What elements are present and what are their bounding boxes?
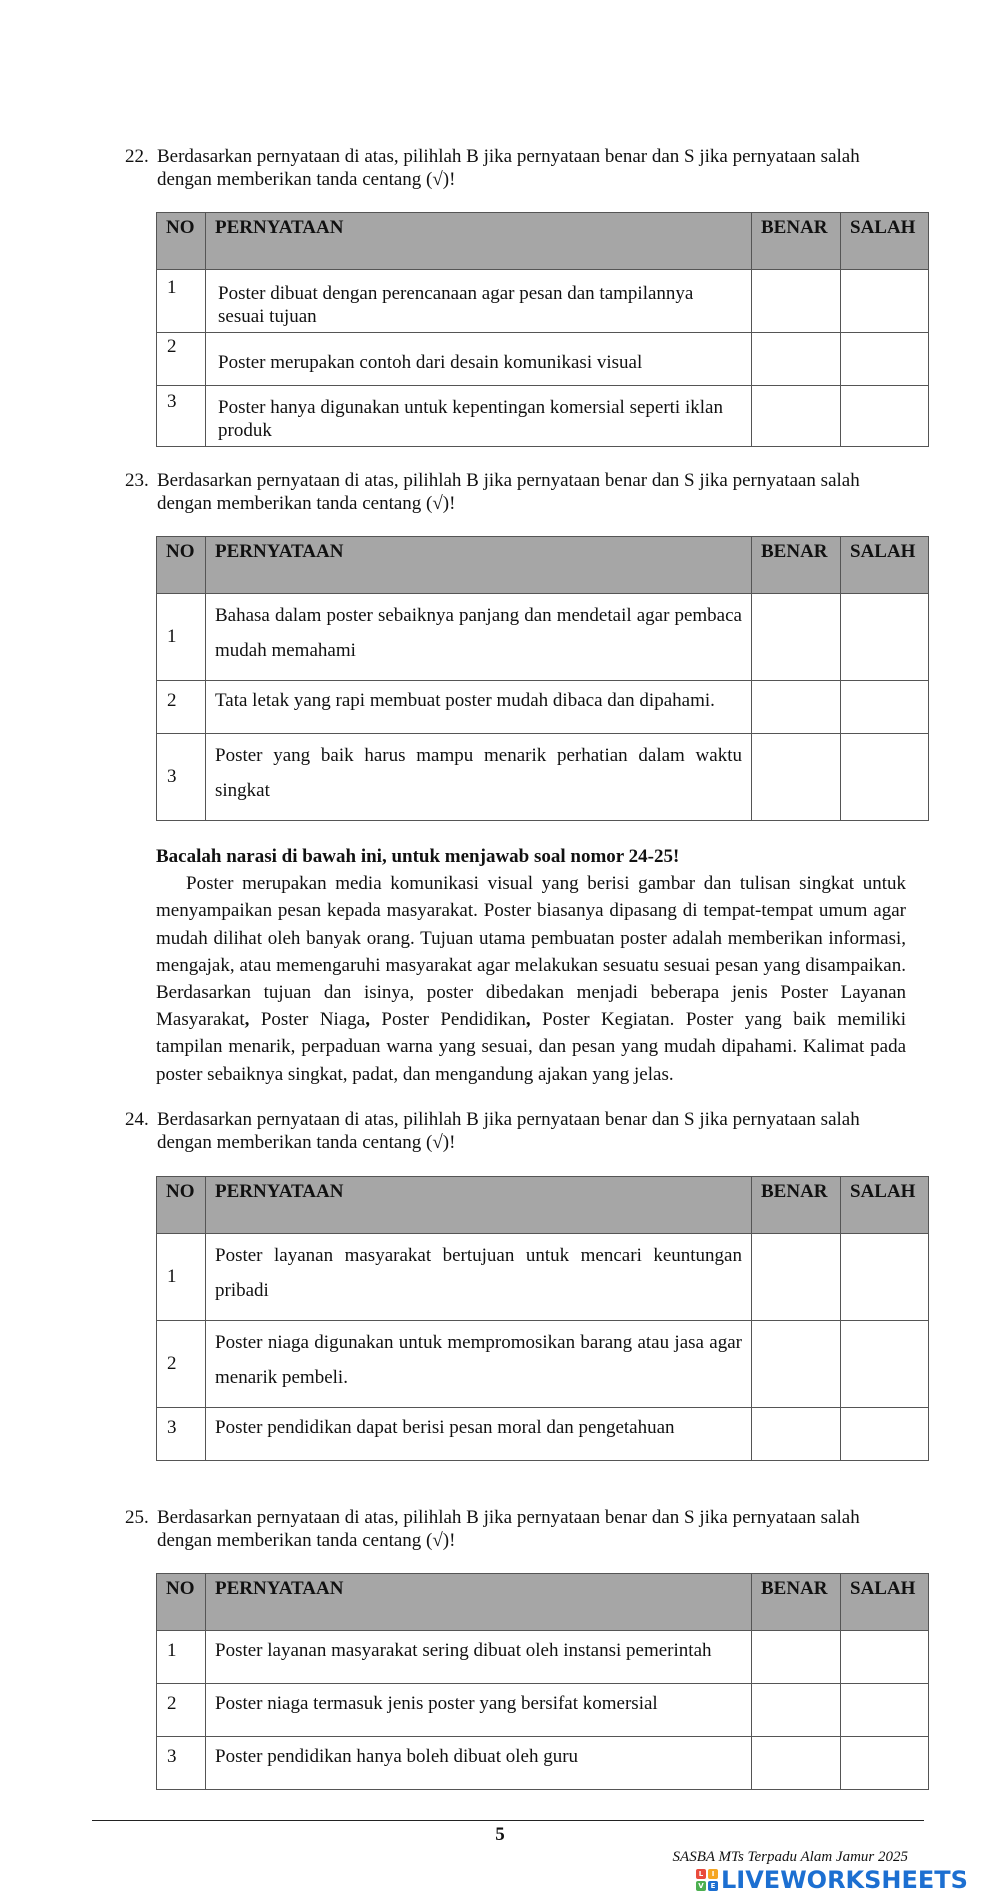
row-statement: Poster layanan masyarakat sering dibuat oleh instansi pemerintah bbox=[206, 1631, 752, 1684]
header-true: BENAR bbox=[752, 1574, 841, 1631]
table-row bbox=[157, 333, 929, 386]
header-true: BENAR bbox=[752, 213, 841, 270]
row-statement: Poster layanan masyarakat bertujuan untuk mencari keuntungan pribadi bbox=[206, 1234, 752, 1321]
table-row bbox=[157, 1234, 929, 1321]
table-row bbox=[157, 1684, 929, 1737]
answer-true-cell[interactable] bbox=[752, 681, 841, 734]
table-row bbox=[157, 734, 929, 821]
table-row bbox=[157, 681, 929, 734]
answer-false-cell[interactable] bbox=[841, 1234, 929, 1321]
statement-table-25 bbox=[156, 1573, 929, 1790]
answer-false-cell[interactable] bbox=[841, 1321, 929, 1408]
reading-narrative bbox=[156, 843, 906, 1088]
row-number: 2 bbox=[157, 681, 206, 734]
row-number: 3 bbox=[157, 734, 206, 821]
table-header-row bbox=[157, 213, 929, 270]
table-header-row bbox=[157, 1574, 929, 1631]
header-statement: PERNYATAAN bbox=[206, 1574, 752, 1631]
narrative-poster-pendidikan: Poster Pendidikan bbox=[369, 1009, 526, 1031]
header-false: SALAH bbox=[841, 537, 929, 594]
answer-true-cell[interactable] bbox=[752, 594, 841, 681]
footer-school-name: SASBA MTs Terpadu Alam Jamur 2025 bbox=[672, 1849, 908, 1865]
row-number: 2 bbox=[157, 1321, 206, 1408]
header-no: NO bbox=[157, 213, 206, 270]
question-text: Berdasarkan pernyataan di atas, pilihlah B jika pernyataan benar dan S jika pernyataan salah dengan memberikan tanda centang (√)! bbox=[157, 1507, 860, 1551]
answer-true-cell[interactable] bbox=[752, 270, 841, 333]
answer-true-cell[interactable] bbox=[752, 1631, 841, 1684]
row-statement: Poster niaga digunakan untuk mempromosikan barang atau jasa agar menarik pembeli. bbox=[206, 1321, 752, 1408]
row-statement: Poster niaga termasuk jenis poster yang bersifat komersial bbox=[206, 1684, 752, 1737]
answer-false-cell[interactable] bbox=[841, 734, 929, 821]
table-header-row bbox=[157, 537, 929, 594]
logo-square: L bbox=[696, 1869, 706, 1879]
answer-false-cell[interactable] bbox=[841, 1408, 929, 1461]
header-statement: PERNYATAAN bbox=[206, 537, 752, 594]
answer-false-cell[interactable] bbox=[841, 1631, 929, 1684]
logo-square: I bbox=[708, 1869, 718, 1879]
answer-true-cell[interactable] bbox=[752, 734, 841, 821]
header-false: SALAH bbox=[841, 1574, 929, 1631]
answer-false-cell[interactable] bbox=[841, 1684, 929, 1737]
table-row bbox=[157, 1408, 929, 1461]
row-number: 1 bbox=[157, 1631, 206, 1684]
answer-false-cell[interactable] bbox=[841, 333, 929, 386]
row-number: 1 bbox=[157, 1234, 206, 1321]
question-text: Berdasarkan pernyataan di atas, pilihlah B jika pernyataan benar dan S jika pernyataan salah dengan memberikan tanda centang (√)! bbox=[157, 470, 860, 514]
header-no: NO bbox=[157, 537, 206, 594]
question-number: 25. bbox=[125, 1507, 149, 1528]
row-statement: Poster dibuat dengan perencanaan agar pesan dan tampilannya sesuai tujuan bbox=[206, 270, 752, 333]
answer-true-cell[interactable] bbox=[752, 1737, 841, 1790]
narrative-comma: , bbox=[244, 1009, 250, 1031]
logo-square: V bbox=[696, 1881, 706, 1891]
row-number: 3 bbox=[157, 1408, 206, 1461]
liveworksheets-logo-icon bbox=[696, 1869, 718, 1891]
header-no: NO bbox=[157, 1574, 206, 1631]
row-number: 3 bbox=[157, 386, 206, 447]
header-no: NO bbox=[157, 1177, 206, 1234]
answer-true-cell[interactable] bbox=[752, 1408, 841, 1461]
narrative-paragraph bbox=[156, 870, 906, 1088]
narrative-text-part1: Poster merupakan media komunikasi visual yang berisi gambar dan tulisan singkat untuk menyampaikan pesan kepada masyarakat. Poster biasanya dipasang di tempat-tempat umum agar mudah dilihat oleh banyak orang. Tujuan utama pembuatan poster adalah memberikan informasi, mengajak, atau memengaruhi masyarakat agar melakukan sesuatu sesuai pesan yang disampaikan. Berdasarkan tujuan dan isinya, poster dibedakan menjadi beberapa jenis Poster Layanan Masyarakat bbox=[156, 873, 906, 1031]
logo-square: E bbox=[708, 1881, 718, 1891]
answer-false-cell[interactable] bbox=[841, 681, 929, 734]
header-statement: PERNYATAAN bbox=[206, 213, 752, 270]
answer-false-cell[interactable] bbox=[841, 270, 929, 333]
question-number: 24. bbox=[125, 1109, 149, 1130]
answer-true-cell[interactable] bbox=[752, 333, 841, 386]
narrative-poster-niaga: Poster Niaga bbox=[249, 1009, 366, 1031]
header-true: BENAR bbox=[752, 1177, 841, 1234]
question-25 bbox=[127, 1506, 907, 1552]
table-row bbox=[157, 1631, 929, 1684]
liveworksheets-brand[interactable] bbox=[696, 1866, 968, 1894]
table-row bbox=[157, 270, 929, 333]
answer-true-cell[interactable] bbox=[752, 1234, 841, 1321]
answer-false-cell[interactable] bbox=[841, 1737, 929, 1790]
table-row bbox=[157, 594, 929, 681]
row-statement: Poster hanya digunakan untuk kepentingan komersial seperti iklan produk bbox=[206, 386, 752, 447]
row-statement: Tata letak yang rapi membuat poster mudah dibaca dan dipahami. bbox=[206, 681, 752, 734]
row-statement: Poster yang baik harus mampu menarik perhatian dalam waktu singkat bbox=[206, 734, 752, 821]
row-statement: Poster merupakan contoh dari desain komunikasi visual bbox=[206, 333, 752, 386]
answer-false-cell[interactable] bbox=[841, 386, 929, 447]
narrative-comma: , bbox=[525, 1009, 531, 1031]
row-statement: Bahasa dalam poster sebaiknya panjang dan mendetail agar pembaca mudah memahami bbox=[206, 594, 752, 681]
narrative-text-part2: Poster Kegiatan. Poster yang baik memiliki tampilan menarik, perpaduan warna yang sesuai, dan pesan yang mudah dipahami. Kalimat pada poster sebaiknya singkat, padat, dan mengandung ajakan yang jelas. bbox=[156, 1009, 906, 1085]
header-true: BENAR bbox=[752, 537, 841, 594]
statement-table-23 bbox=[156, 536, 929, 821]
answer-true-cell[interactable] bbox=[752, 386, 841, 447]
row-number: 1 bbox=[157, 270, 206, 333]
question-22 bbox=[127, 145, 907, 191]
row-number: 2 bbox=[157, 1684, 206, 1737]
table-header-row bbox=[157, 1177, 929, 1234]
narrative-heading: Bacalah narasi di bawah ini, untuk menjawab soal nomor 24-25! bbox=[156, 846, 680, 867]
header-false: SALAH bbox=[841, 213, 929, 270]
page-number: 5 bbox=[495, 1824, 505, 1845]
question-text: Berdasarkan pernyataan di atas, pilihlah B jika pernyataan benar dan S jika pernyataan salah dengan memberikan tanda centang (√)! bbox=[157, 1109, 860, 1153]
row-statement: Poster pendidikan dapat berisi pesan moral dan pengetahuan bbox=[206, 1408, 752, 1461]
footer-divider bbox=[92, 1820, 924, 1821]
answer-true-cell[interactable] bbox=[752, 1684, 841, 1737]
question-text: Berdasarkan pernyataan di atas, pilihlah B jika pernyataan benar dan S jika pernyataan salah dengan memberikan tanda centang (√)! bbox=[157, 146, 860, 190]
table-row bbox=[157, 386, 929, 447]
question-23 bbox=[127, 469, 907, 515]
question-number: 23. bbox=[125, 470, 149, 491]
statement-table-24 bbox=[156, 1176, 929, 1461]
header-false: SALAH bbox=[841, 1177, 929, 1234]
row-number: 1 bbox=[157, 594, 206, 681]
row-number: 3 bbox=[157, 1737, 206, 1790]
question-24 bbox=[127, 1108, 907, 1154]
table-row bbox=[157, 1321, 929, 1408]
row-statement: Poster pendidikan hanya boleh dibuat oleh guru bbox=[206, 1737, 752, 1790]
answer-false-cell[interactable] bbox=[841, 594, 929, 681]
liveworksheets-wordmark: LIVEWORKSHEETS bbox=[721, 1866, 968, 1894]
table-row bbox=[157, 1737, 929, 1790]
question-number: 22. bbox=[125, 146, 149, 167]
row-number: 2 bbox=[157, 333, 206, 386]
header-statement: PERNYATAAN bbox=[206, 1177, 752, 1234]
statement-table-22 bbox=[156, 212, 929, 447]
answer-true-cell[interactable] bbox=[752, 1321, 841, 1408]
narrative-comma: , bbox=[365, 1009, 370, 1031]
